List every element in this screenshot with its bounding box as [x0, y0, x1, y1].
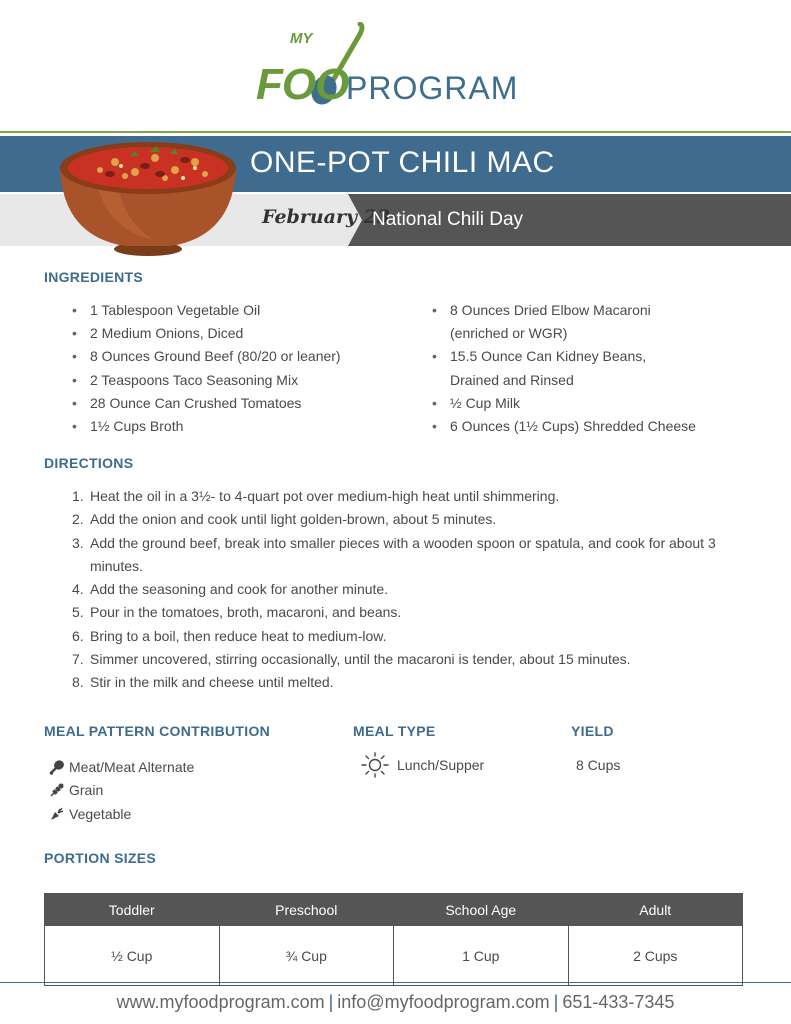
direction-step: 2. Add the onion and cook until light golden-brown, about 5 minutes. [72, 511, 497, 528]
table-cell: ¾ Cup [219, 926, 394, 986]
ingredient-item: • 6 Ounces (1½ Cups) Shredded Cheese [422, 415, 722, 438]
ingredients-list-left [62, 299, 402, 438]
column-header: Preschool [219, 894, 394, 926]
direction-step: 3. Add the ground beef, break into smaller pieces with a wooden spoon or spatula, and cook for about 3 minutes. [72, 534, 716, 574]
meal-pattern-heading: MEAL PATTERN CONTRIBUTION [44, 723, 271, 739]
meal-pattern-item [69, 806, 131, 822]
header-divider [0, 131, 791, 133]
column-header: Toddler [45, 894, 220, 926]
column-header: Adult [568, 894, 743, 926]
footer-website-link[interactable]: www.myfoodprogram.com [116, 992, 325, 1012]
logo [256, 22, 546, 112]
recipe-date: February 23 [262, 206, 391, 228]
table-cell: 1 Cup [394, 926, 569, 986]
ingredient-item: • 2 Teaspoons Taco Seasoning Mix [62, 369, 402, 392]
wheat-icon [49, 782, 65, 798]
footer-phone[interactable]: 651-433-7345 [562, 992, 675, 1012]
directions-list [44, 485, 766, 695]
portion-sizes-heading: PORTION SIZES [44, 850, 157, 866]
table-header-row [45, 894, 743, 926]
directions-heading: DIRECTIONS [44, 455, 134, 471]
direction-step: 1. Heat the oil in a 3½- to 4-quart pot over medium-high heat until shimmering. [72, 488, 560, 504]
logo-food: FOO [256, 60, 349, 109]
direction-step: 8. Stir in the milk and cheese until melted. [72, 674, 334, 691]
sun-icon [361, 752, 389, 778]
meal-type-value: Lunch/Supper [397, 757, 485, 773]
footer-divider [0, 982, 791, 983]
direction-step: 4. Add the seasoning and cook for another minute. [72, 581, 389, 598]
logo-my: MY [290, 30, 313, 47]
footer-separator: | [553, 992, 559, 1012]
meal-pattern-label: Grain [69, 782, 104, 798]
table-cell: 2 Cups [568, 926, 743, 986]
meal-pattern-label: Meat/Meat Alternate [69, 759, 195, 775]
direction-step: 7. Simmer uncovered, stirring occasionally, until the macaroni is tender, about 15 minutes. [72, 651, 631, 668]
direction-step: 5. Pour in the tomatoes, broth, macaroni, and beans. [72, 604, 402, 621]
meal-pattern-label: Vegetable [69, 806, 132, 822]
ingredient-item: • 1½ Cups Broth [62, 415, 402, 438]
ingredient-item: • 15.5 Ounce Can Kidney Beans, Drained and Rinsed [422, 345, 670, 391]
ingredient-item: • 8 Ounces Dried Elbow Macaroni (enriched or WGR) [422, 299, 670, 345]
meal-pattern-item [69, 759, 194, 775]
yield-heading: YIELD [571, 723, 614, 739]
footer-separator: | [328, 992, 334, 1012]
meal-type-heading: MEAL TYPE [353, 723, 436, 739]
ingredient-item: • 2 Medium Onions, Diced [62, 322, 402, 345]
ingredient-item: • 28 Ounce Can Crushed Tomatoes [62, 392, 402, 415]
footer-email-link[interactable]: info@myfoodprogram.com [337, 992, 550, 1012]
carrot-icon [49, 806, 65, 822]
table-row [45, 926, 743, 986]
direction-step: 6. Bring to a boil, then reduce heat to medium-low. [72, 627, 387, 644]
ingredients-list-right [422, 299, 722, 438]
ingredient-item: • 8 Ounces Ground Beef (80/20 or leaner) [62, 345, 402, 368]
ingredient-item: • 1 Tablespoon Vegetable Oil [62, 299, 402, 322]
meal-pattern-item [69, 782, 103, 798]
chili-bowl-image [55, 136, 241, 260]
ingredients-heading: INGREDIENTS [44, 269, 143, 285]
portion-table [44, 893, 743, 986]
ingredient-item: • ½ Cup Milk [422, 392, 722, 415]
recipe-title: ONE-POT CHILI MAC [250, 146, 555, 179]
drumstick-icon [49, 759, 65, 775]
table-cell: ½ Cup [45, 926, 220, 986]
recipe-day: National Chili Day [372, 209, 524, 230]
yield-value: 8 Cups [576, 757, 621, 773]
logo-program: PROGRAM [346, 70, 519, 106]
column-header: School Age [394, 894, 569, 926]
footer [0, 992, 791, 1013]
